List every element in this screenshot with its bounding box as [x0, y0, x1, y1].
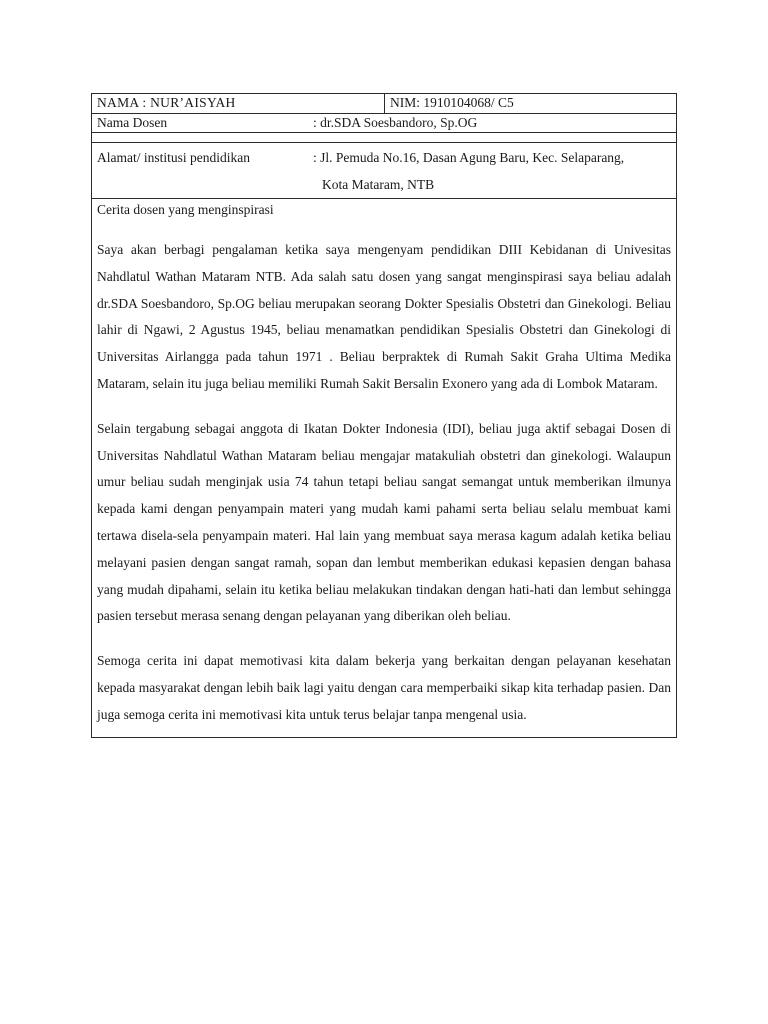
spacer-row: [92, 133, 676, 143]
story-paragraph-1: Saya akan berbagi pengalaman ketika saya mengenyam pendidikan DIII Kebidanan di Univesitas Nahdlatul Wathan Mataram NTB. Ada salah satu dosen yang sangat menginspirasi saya beliau adalah dr.SDA Soesbandoro, Sp.OG beliau merupakan seorang Dokter Spesialis Obstetri dan Ginekologi. Beliau lahir di Ngawi, 2 Agustus 1945, beliau menamatkan pendidikan Spesialis Obstetri dan Ginekologi di Universitas Airlangga pada tahun 1971 . Beliau berpraktek di Rumah Sakit Graha Ultima Medika Mataram, selain itu juga beliau memiliki Rumah Sakit Bersalin Exonero yang ada di Lombok Mataram.: [97, 242, 671, 391]
story-section: [92, 199, 676, 737]
story-paragraph-3: Semoga cerita ini dapat memotivasi kita dalam bekerja yang berkaitan dengan pelayanan kesehatan kepada masyarakat dengan lebih baik lagi yaitu dengan cara memperbaiki sikap kita terhadap pasien. Dan juga semoga cerita ini memotivasi kita untuk terus belajar tanpa mengenal usia.: [97, 653, 671, 722]
address-line-2: Kota Mataram, NTB: [322, 177, 435, 192]
lecturer-label: Nama Dosen: [97, 115, 168, 130]
address-line-1: : Jl. Pemuda No.16, Dasan Agung Baru, Kec. Selaparang,: [313, 150, 625, 165]
address-label: Alamat/ institusi pendidikan: [97, 150, 250, 165]
header-row: [92, 94, 676, 114]
address-row: [92, 143, 676, 199]
story-title: Cerita dosen yang menginspirasi: [97, 202, 274, 217]
student-nim: NIM: 1910104068/ C5: [390, 95, 514, 110]
document-table: [91, 93, 677, 738]
story-paragraph-2: Selain tergabung sebagai anggota di Ikatan Dokter Indonesia (IDI), beliau juga aktif sebagai Dosen di Universitas Nahdlatul Wathan Mataram beliau mengajar matakuliah obstetri dan ginekologi. Walaupun umur beliau sudah menginjak usia 74 tahun tetapi beliau sangat semangat untuk memberikan ilmunya kepada kami dengan penyampain materi yang mudah kami pahami serta beliau selalu membuat kami tertawa disela-sela penyampain materi. Hal lain yang membuat saya merasa kagum adalah ketika beliau melayani pasien dengan sangat ramah, sopan dan lembut memberikan edukasi kepasien dengan bahasa yang mudah dipahami, selain itu ketika beliau melakukan tindakan dengan hati-hati dan lembut sehingga pasien tersebut merasa senang dengan pelayanan yang diberikan oleh beliau.: [97, 420, 671, 624]
lecturer-value: : dr.SDA Soesbandoro, Sp.OG: [313, 115, 478, 130]
lecturer-row: [92, 114, 676, 133]
student-name: NAMA : NUR’AISYAH: [92, 94, 385, 113]
